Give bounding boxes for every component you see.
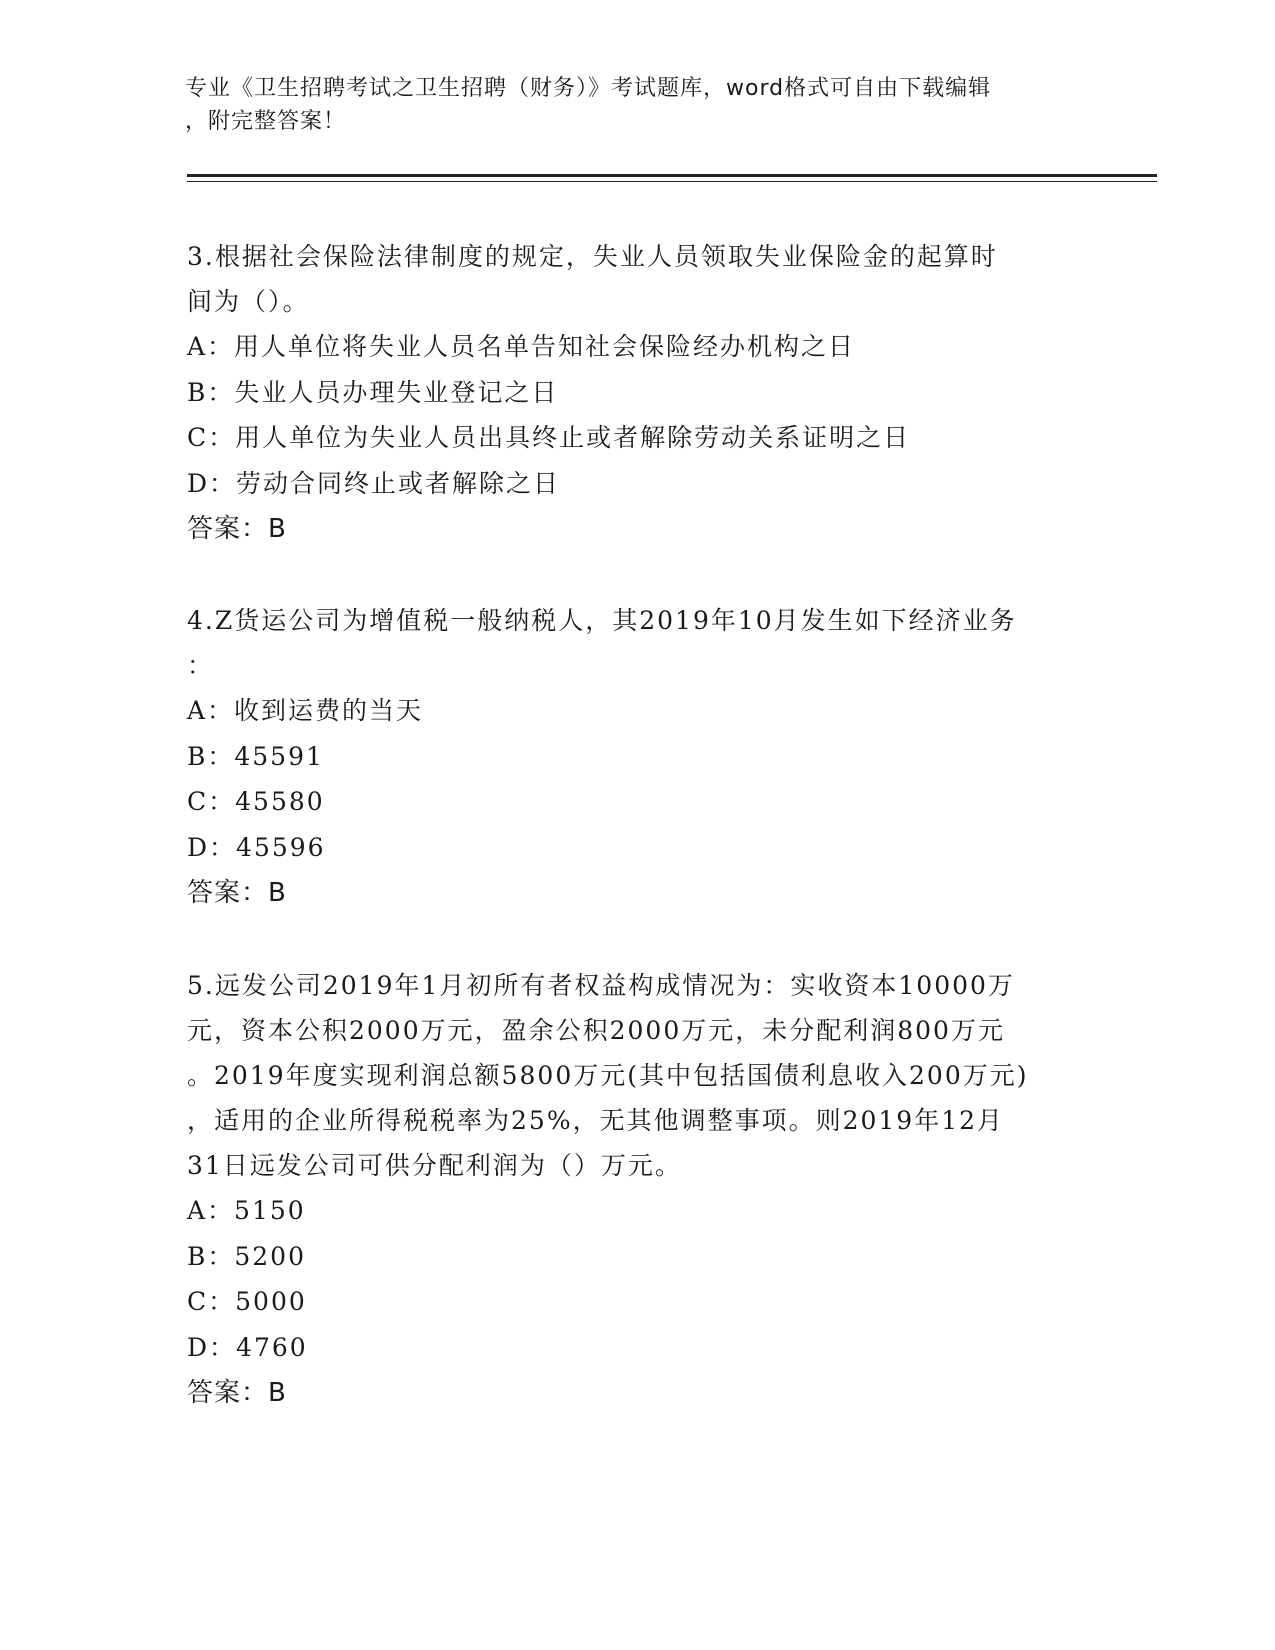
answer-line: 答案：B — [187, 1378, 287, 1408]
question-stem-line: 5.远发公司2019年1月初所有者权益构成情况为：实收资本10000万 — [187, 971, 1015, 1000]
question-stem-line: 元，资本公积2000万元，盈余公积2000万元，未分配利润800万元 — [187, 1016, 1005, 1045]
question-stem-line: 。2019年度实现利润总额5800万元(其中包括国债利息收入200万元) — [187, 1061, 1029, 1090]
option-c: C：用人单位为失业人员出具终止或者解除劳动关系证明之日 — [187, 423, 911, 452]
question-stem-line: 4.Z货运公司为增值税一般纳税人，其2019年10月发生如下经济业务 — [187, 606, 1017, 635]
header-line-2: ，附完整答案！ — [185, 109, 347, 134]
question-3 — [187, 234, 1087, 552]
option-a: A：5150 — [187, 1196, 306, 1225]
answer-line: 答案：B — [187, 878, 287, 908]
answer-line: 答案：B — [187, 514, 287, 544]
question-stem-line: 间为（）。 — [187, 287, 310, 316]
option-c: C：45580 — [187, 787, 325, 816]
header-divider-thick — [187, 174, 1157, 177]
header-divider-thin — [187, 181, 1157, 182]
option-b: B：失业人员办理失业登记之日 — [187, 377, 559, 407]
question-5 — [187, 963, 1087, 1416]
question-stem-line: 31日远发公司可供分配利润为（）万元。 — [187, 1151, 682, 1180]
question-stem-line: 3.根据社会保险法律制度的规定，失业人员领取失业保险金的起算时 — [187, 242, 998, 271]
option-d: D：45596 — [187, 832, 326, 862]
question-stem-line: ： — [187, 651, 215, 680]
document-header — [185, 72, 1065, 138]
question-4 — [187, 598, 1087, 916]
header-line-1: 专业《卫生招聘考试之卫生招聘（财务）》考试题库，word格式可自由下载编辑 — [185, 76, 992, 101]
option-a: A：收到运费的当天 — [187, 696, 424, 725]
option-c: C：5000 — [187, 1287, 307, 1316]
option-d: D：劳动合同终止或者解除之日 — [187, 468, 561, 498]
option-b: B：45591 — [187, 741, 324, 771]
question-stem-line: ，适用的企业所得税税率为25%，无其他调整事项。则2019年12月 — [187, 1106, 1005, 1135]
option-b: B：5200 — [187, 1241, 306, 1271]
option-d: D：4760 — [187, 1332, 308, 1362]
option-a: A：用人单位将失业人员名单告知社会保险经办机构之日 — [187, 332, 856, 361]
